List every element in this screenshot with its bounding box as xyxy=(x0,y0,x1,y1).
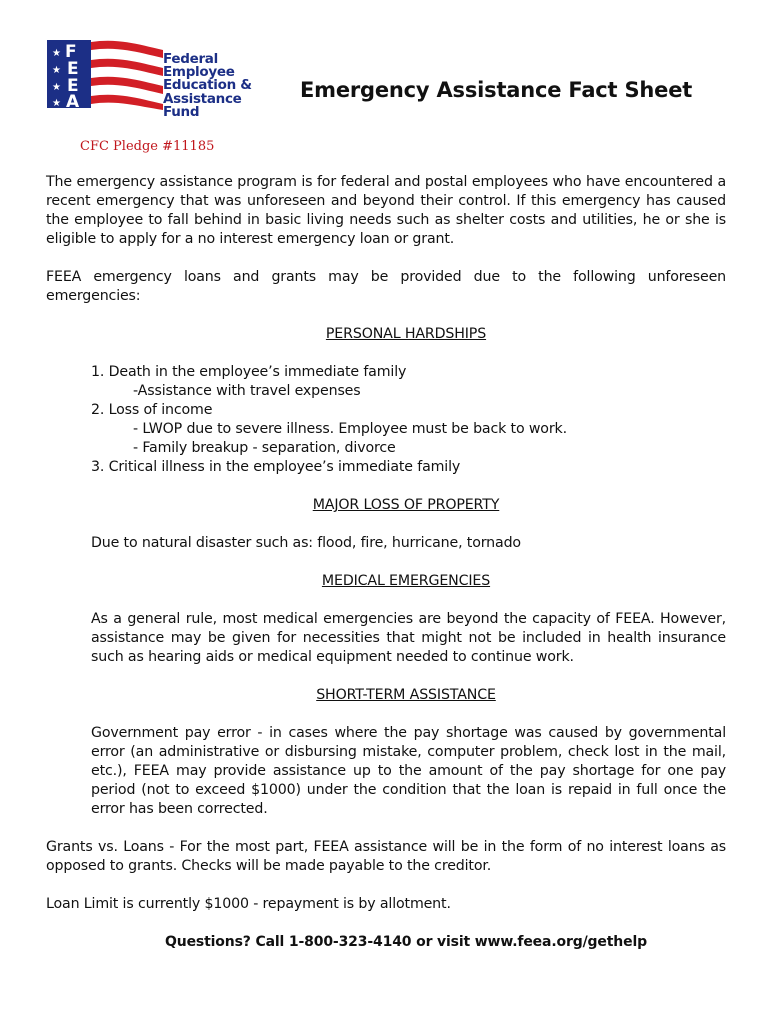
intro-paragraph: The emergency assistance program is for federal and postal employees who have encountered a recent emergency that was unforeseen and beyond their control. If this emergency has caused the employee to fall behind in basic living needs such as shelter costs and utilities, he or she is eligible to apply for a no interest emergency loan or grant. xyxy=(46,174,726,247)
grants-vs-loans: Grants vs. Loans - For the most part, FEEA assistance will be in the form of no interest loans as opposed to grants. Checks will be made payable to the creditor. xyxy=(46,839,726,874)
emergencies-intro: FEEA emergency loans and grants may be provided due to the following unforeseen emergencies: xyxy=(46,269,726,304)
property-loss-heading: MAJOR LOSS OF PROPERTY xyxy=(312,497,500,513)
list-subitem: -Assistance with travel expenses xyxy=(133,383,361,399)
logo-letter: F xyxy=(65,42,77,62)
list-item: 2. Loss of income xyxy=(91,402,213,418)
medical-emergencies-text: As a general rule, most medical emergencies are beyond the capacity of FEEA. However, assistance may be given for necessities that might not be included in health insurance such as hearing aids or medical equipment needed to continue work. xyxy=(91,611,726,665)
short-term-assistance-text: Government pay error - in cases where the pay shortage was caused by governmental error (an administrative or disbursing mistake, computer problem, check lost in the mail, etc.), FEEA may provide assistance up to the amount of the pay shortage for one pay period (not to exceed $1000) under the condition that the loan is repaid in full once the error has been corrected. xyxy=(91,725,726,817)
feea-logo xyxy=(47,40,252,120)
svg-text:★: ★ xyxy=(52,98,61,109)
medical-emergencies-heading: MEDICAL EMERGENCIES xyxy=(321,573,491,589)
list-subitem: - LWOP due to severe illness. Employee must be back to work. xyxy=(133,421,567,437)
short-term-assistance-heading: SHORT-TERM ASSISTANCE xyxy=(316,687,496,703)
feea-flag-icon xyxy=(47,40,167,112)
cfc-pledge: CFC Pledge #11185 xyxy=(80,139,215,154)
svg-text:★: ★ xyxy=(52,48,61,59)
org-name-line: Federal xyxy=(163,51,218,67)
list-item: 3. Critical illness in the employee’s immediate family xyxy=(91,459,461,475)
logo-letter: A xyxy=(66,92,80,112)
logo-letter: E xyxy=(67,59,79,79)
org-name xyxy=(163,53,252,119)
list-item: 1. Death in the employee’s immediate family xyxy=(91,364,407,380)
svg-text:★: ★ xyxy=(52,65,61,76)
loan-limit: Loan Limit is currently $1000 - repayment is by allotment. xyxy=(46,896,451,912)
questions-contact: Questions? Call 1-800-323-4140 or visit www.feea.org/gethelp xyxy=(165,934,647,950)
page-title: Emergency Assistance Fact Sheet xyxy=(300,78,693,102)
logo-letter: E xyxy=(67,76,79,96)
org-name-line: Education & xyxy=(163,77,252,94)
property-loss-text: Due to natural disaster such as: flood, fire, hurricane, tornado xyxy=(91,535,521,551)
personal-hardships-heading: PERSONAL HARDSHIPS xyxy=(325,326,487,342)
svg-text:★: ★ xyxy=(52,82,61,93)
document-body xyxy=(46,173,726,952)
list-subitem: - Family breakup - separation, divorce xyxy=(133,440,396,456)
org-name-line: Fund xyxy=(163,103,200,120)
org-name-line: Employee xyxy=(163,64,235,81)
org-name-line: Assistance xyxy=(163,90,242,107)
